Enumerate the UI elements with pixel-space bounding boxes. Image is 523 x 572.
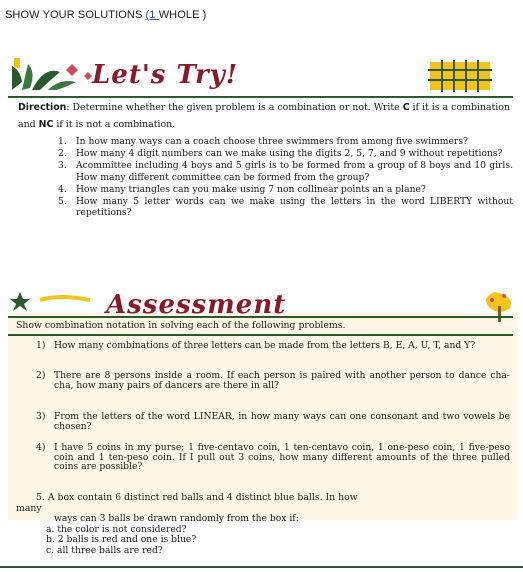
header-prefix: SHOW YOUR SOLUTIONS: [5, 9, 146, 21]
bottom-border: [0, 566, 523, 568]
direction-label: Direction: [18, 102, 67, 113]
direction-c: C: [402, 102, 410, 113]
star-decoration-icon: [10, 292, 90, 311]
page-header: [5, 9, 206, 21]
divider: [8, 334, 513, 336]
q5-line: 5. A box contain 6 distinct red balls and 4 distinct blue balls. In how: [36, 492, 358, 503]
assessment-item: [36, 371, 510, 390]
item-number: 5.: [58, 196, 67, 208]
header-suffix: WHOLE ): [158, 9, 207, 21]
assessment-item: [36, 341, 510, 351]
item-text: How many triangles can you make using 7 non collinear points an a plane?: [76, 183, 426, 195]
item-text: I have 5 coins in my purse; 1 five-centavo coin, 1 ten-centavo coin, 1 one-peso coin, 1 five-peso coin and 1 ten-peso coin. If I pull out 3 coins, how many different amounts of the three pulled coins are possible?: [54, 442, 510, 473]
item-number: 3): [36, 411, 46, 422]
lets-try-title: Let's Try!: [92, 60, 239, 90]
item-number: 3.: [58, 160, 67, 172]
q5-body: [46, 514, 299, 556]
assessment-instruction: Show combination notation in solving each of the following problems.: [16, 320, 346, 331]
q5-option-b: b. 2 balls is red and one is blue?: [46, 534, 197, 545]
item-text: There are 8 persons inside a room. If each person is paired with another person to dance cha- cha, how many pairs of dancers are there in all?: [54, 370, 510, 391]
q5-option-a: a. the color is not considered?: [46, 523, 187, 535]
direction-part-3: if it is not a combination.: [53, 119, 176, 130]
q5-option-c: c. all three balls are red?: [46, 544, 163, 556]
leaf-decoration-icon: [12, 58, 92, 90]
item-number: 2): [36, 370, 46, 381]
lets-try-list: [58, 136, 513, 219]
item-text: How many 4 digit numbers can we make using the digits 2, 5, 7, and 9 without repetitions?: [76, 148, 503, 160]
direction-nc: NC: [38, 119, 54, 130]
item-number: 1): [36, 340, 46, 351]
q5-many: many: [16, 503, 42, 514]
lets-try-banner: [0, 52, 523, 102]
item-text: Acommittee including 4 boys and 5 girls is to be formed from a group of 8 boys and 10 girls. How many different committee can be formed from the group?: [76, 160, 513, 183]
item-number: 1.: [58, 136, 67, 147]
assessment-item: [36, 443, 510, 472]
assessment-title: Assessment: [106, 290, 287, 320]
list-item: [58, 196, 513, 218]
direction-part-1: : Determine whether the given problem is a combination or not. Write: [66, 102, 403, 113]
list-item: [58, 136, 513, 147]
list-item: [58, 184, 513, 195]
list-item: [58, 160, 513, 182]
item-number: 4.: [58, 183, 67, 195]
item-text: How many 5 letter words can we make using the letters in the word LIBERTY without repetitions?: [76, 196, 513, 219]
item-number: 4): [36, 442, 46, 453]
direction-part-2: if it is a combination and: [18, 102, 510, 130]
grid-decoration-icon: [428, 60, 492, 92]
item-text: How many combinations of three letters can be made from the letters B, E, A, U, T, and Y?: [54, 340, 476, 351]
item-number: 2.: [58, 148, 67, 160]
item-text: In how many ways can a coach choose three swimmers from among five swimmers?: [76, 136, 468, 147]
list-item: [58, 148, 513, 159]
direction-text: [18, 99, 513, 133]
item-text: From the letters of the word LINEAR, in how many ways can one consonant and two vowels be chosen?: [54, 411, 510, 432]
header-underlined: (1: [145, 9, 159, 21]
assessment-item: [36, 412, 510, 431]
q5-rest: ways can 3 balls be drawn randomly from the box if:: [54, 513, 299, 524]
